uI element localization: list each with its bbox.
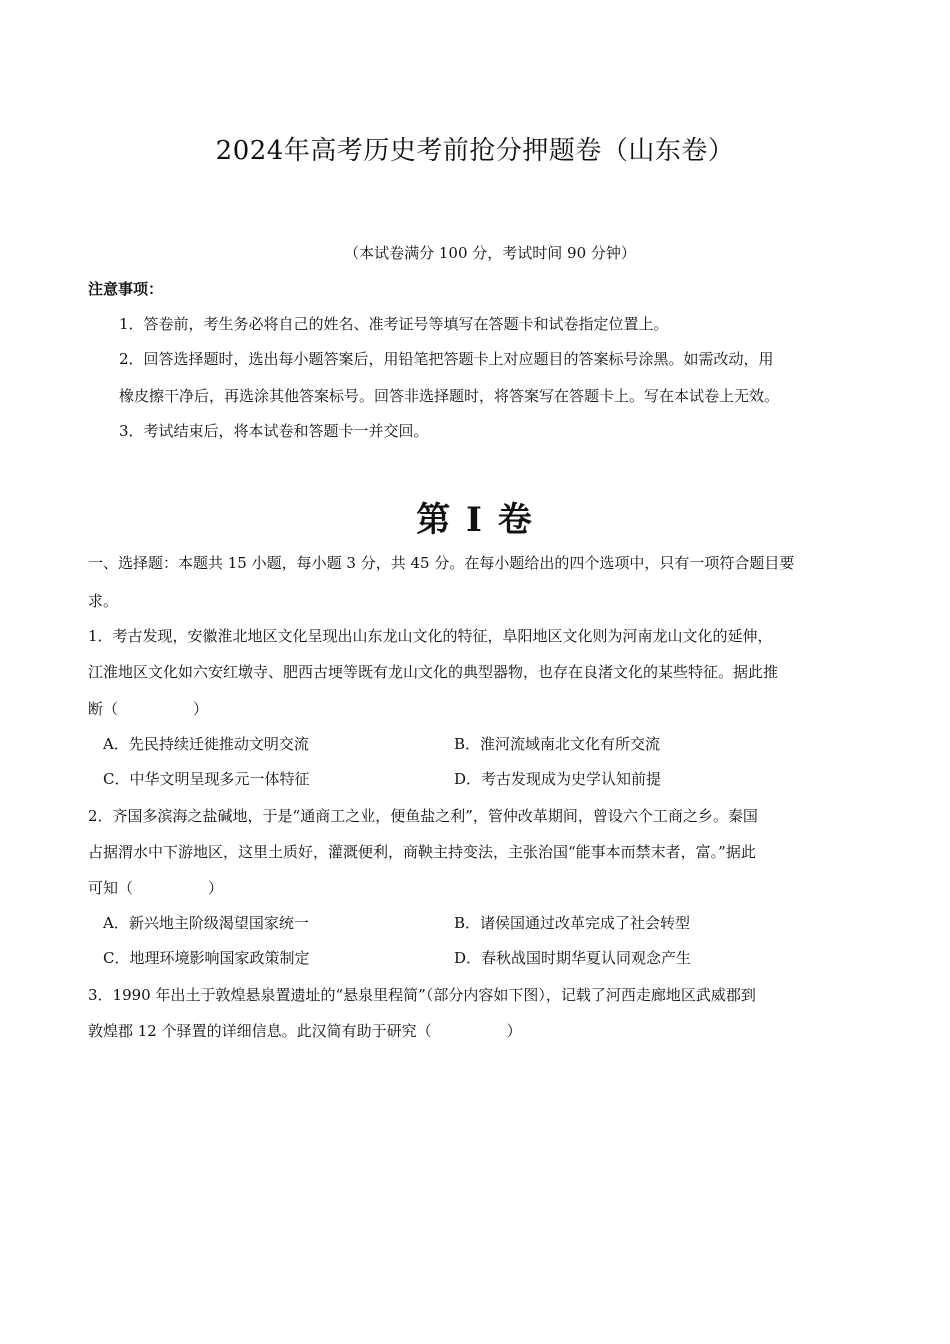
question-1-option-a: A．先民持续迁徙推动文明交流	[103, 735, 309, 753]
notice-line-4: 3．考试结束后，将本试卷和答题卡一并交回。	[119, 422, 429, 440]
question-2-option-b: B．诸侯国通过改革完成了社会转型	[454, 914, 691, 932]
question-1-line-3: 断（ ）	[88, 700, 209, 718]
question-2-line-2: 占据渭水中下游地区，这里土质好，灌溉便利，商鞅主持变法，主张治国“能事本而禁末者，富。”据此	[88, 843, 756, 861]
question-2-option-a: A．新兴地主阶级渴望国家统一	[103, 914, 309, 932]
question-1-line-1: 1．考古发现，安徽淮北地区文化呈现出山东龙山文化的特征，阜阳地区文化则为河南龙山文化的延伸，	[88, 627, 773, 645]
question-2-line-1: 2．齐国多滨海之盐碱地，于是“通商工之业，便鱼盐之利”，管仲改革期间，曾设六个工商之乡。秦国	[88, 807, 758, 825]
question-1-line-2: 江淮地区文化如六安红墩寺、肥西古埂等既有龙山文化的典型器物，也存在良渚文化的某些特征。据此推	[88, 663, 779, 681]
question-2-option-d: D．春秋战国时期华夏认同观念产生	[454, 949, 692, 967]
notice-line-2: 2．回答选择题时，选出每小题答案后，用铅笔把答题卡上对应题目的答案标号涂黑。如需改动，用	[119, 350, 774, 368]
question-2-option-c: C．地理环境影响国家政策制定	[103, 949, 310, 967]
exam-subtitle: （本试卷满分 100 分，考试时间 90 分钟）	[344, 244, 636, 262]
exam-title: 2024年高考历史考前抢分押题卷（山东卷）	[215, 136, 735, 166]
notice-line-3: 橡皮擦干净后，再选涂其他答案标号。回答非选择题时，将答案写在答题卡上。写在本试卷上无效。	[119, 387, 780, 405]
question-1-option-c: C．中华文明呈现多元一体特征	[103, 770, 310, 788]
question-2-line-3: 可知（ ）	[88, 879, 224, 897]
section-instructions-line-2: 求。	[88, 592, 119, 610]
notice-line-1: 1．答卷前，考生务必将自己的姓名、准考证号等填写在答题卡和试卷指定位置上。	[119, 315, 669, 333]
question-1-option-d: D．考古发现成为史学认知前提	[454, 770, 662, 788]
question-3-line-2: 敦煌郡 12 个驿置的详细信息。此汉简有助于研究（ ）	[88, 1022, 522, 1040]
notice-heading: 注意事项：	[88, 280, 164, 298]
question-3-line-1: 3．1990 年出土于敦煌悬泉置遗址的“悬泉里程简”（部分内容如下图），记载了河西走廊地区武威郡到	[88, 986, 756, 1004]
section-title: 第 I 卷	[416, 500, 534, 540]
question-1-option-b: B．淮河流域南北文化有所交流	[454, 735, 661, 753]
section-instructions-line-1: 一、选择题：本题共 15 小题，每小题 3 分，共 45 分。在每小题给出的四个选项中，只有一项符合题目要	[88, 554, 795, 572]
